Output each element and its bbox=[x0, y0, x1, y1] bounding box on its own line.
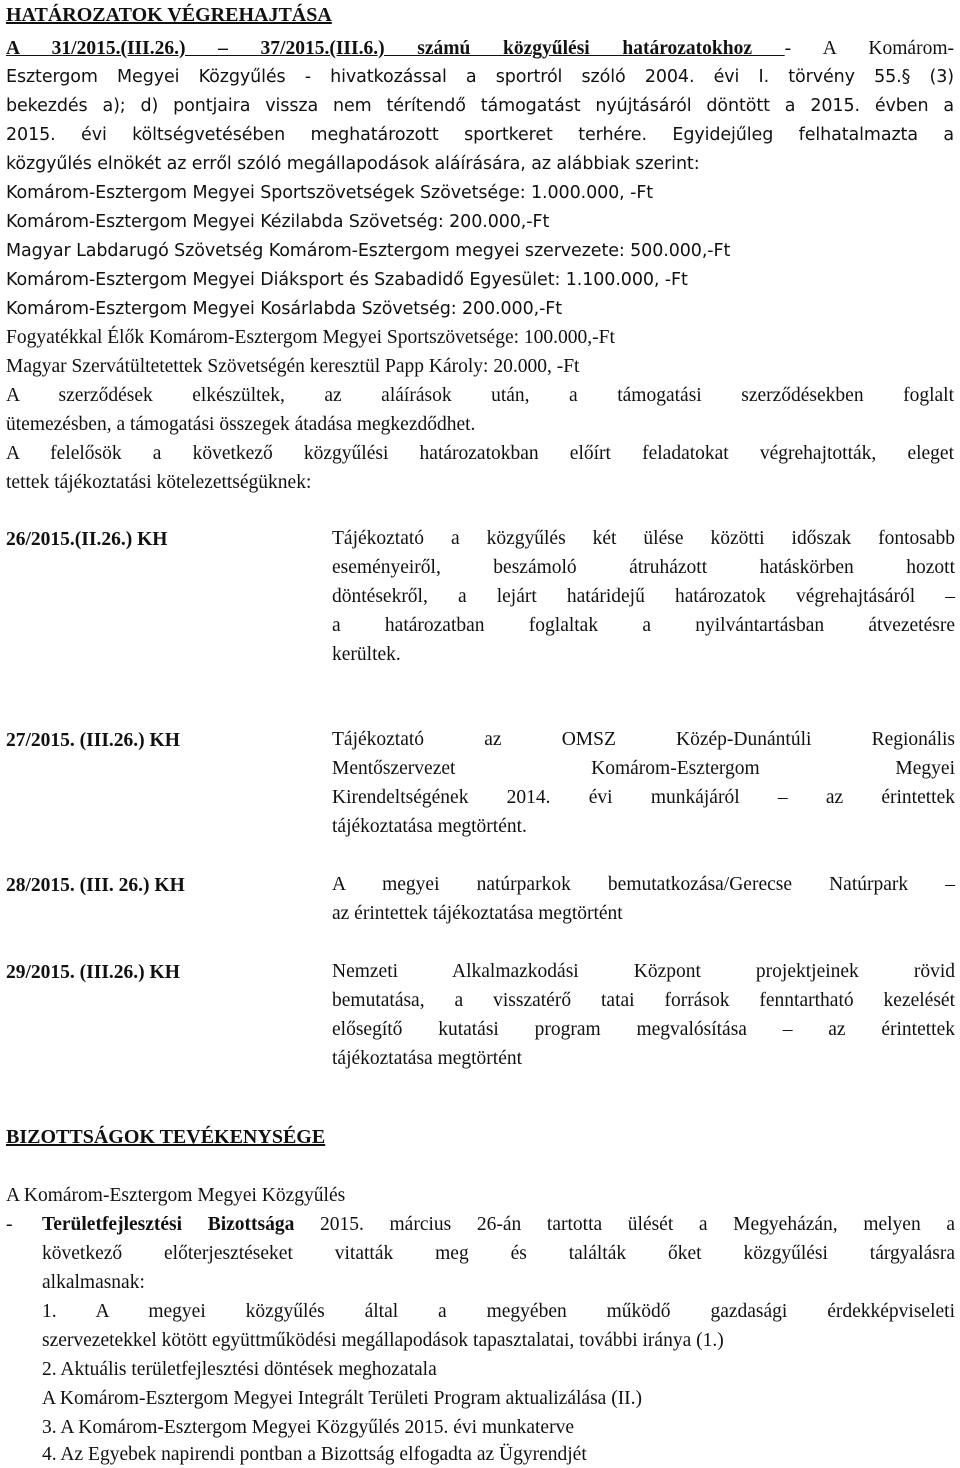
agenda-item: szervezetekkel kötött együttműködési megállapodások tapasztalatai, további iránya (1.) bbox=[42, 1330, 724, 1351]
agenda-item: 1. A megyei közgyűlés által a megyében működő gazdasági érdekképviseleti bbox=[42, 1301, 955, 1322]
contracts-line-2: ütemezésben, a támogatási összegek átadása megkezdődhet. bbox=[6, 414, 476, 435]
contracts-line-1: A szerződések elkészültek, az aláírások után, a támogatási szerződésekben foglalt bbox=[6, 385, 954, 406]
grant-item: Komárom-Esztergom Megyei Kosárlabda Szövetség: 200.000,-Ft bbox=[6, 299, 563, 319]
resolution-line: Nemzeti Alkalmazkodási Központ projektjeinek rövid bbox=[332, 961, 955, 982]
resolution-description bbox=[332, 957, 955, 1073]
resolution-description bbox=[332, 524, 955, 669]
resolution-line: az érintettek tájékoztatása megtörtént bbox=[332, 903, 623, 924]
grant-item: Magyar Szervátültetettek Szövetségén keresztül Papp Károly: 20.000, -Ft bbox=[6, 356, 580, 377]
resolution-line: A megyei natúrparkok bemutatkozása/Gerecse Natúrpark – bbox=[332, 874, 955, 895]
committee-name: Területfejlesztési Bizottsága bbox=[42, 1214, 295, 1235]
resolution-code: 28/2015. (III. 26.) KH bbox=[6, 875, 185, 896]
intro-line-5: közgyűlés elnökét az erről szóló megállapodások aláírására, az alábbiak szerint: bbox=[6, 154, 700, 174]
grant-item: Komárom-Esztergom Megyei Sportszövetségek Szövetsége: 1.000.000, -Ft bbox=[6, 183, 654, 203]
committees-heading: BIZOTTSÁGOK TEVÉKENYSÉGE bbox=[6, 1126, 326, 1148]
committee-line-1-rest: 2015. március 26-án tartotta ülését a Megyeházán, melyen a bbox=[294, 1214, 956, 1235]
agenda-item: 4. Az Egyebek napirendi pontban a Bizottság elfogadta az Ügyrendjét bbox=[42, 1444, 587, 1465]
resolution-code: 26/2015.(II.26.) KH bbox=[6, 529, 168, 550]
resolution-line: kerültek. bbox=[332, 644, 401, 665]
responsible-line-2: tettek tájékoztatási kötelezettségüknek: bbox=[6, 472, 312, 493]
committee-line-2: következő előterjesztéseket vitatták meg és találták őket közgyűlési tárgyalásra bbox=[42, 1243, 955, 1264]
intro-line-3: bekezdés a); d) pontjaira vissza nem térítendő támogatást nyújtásáról döntött a 2015. évben a bbox=[6, 96, 954, 116]
grant-item: Fogyatékkal Élők Komárom-Esztergom Megyei Sportszövetsége: 100.000,-Ft bbox=[6, 327, 615, 348]
resolution-description bbox=[332, 725, 955, 841]
grant-item: Komárom-Esztergom Megyei Diáksport és Szabadidő Egyesület: 1.100.000, -Ft bbox=[6, 270, 688, 290]
resolution-code: 29/2015. (III.26.) KH bbox=[6, 962, 180, 983]
committee-line-1 bbox=[42, 1212, 955, 1238]
intro-line-4: 2015. évi költségvetésében meghatározott sportkeret terhére. Egyidejűleg felhatalmazta a bbox=[6, 125, 954, 145]
resolution-line: eseményeiről, beszámoló átruházott hatáskörben hozott bbox=[332, 557, 955, 578]
resolution-line: Tájékoztató az OMSZ Közép-Dunántúli Regionális bbox=[332, 729, 955, 750]
resolution-code: 27/2015. (III.26.) KH bbox=[6, 730, 180, 751]
committee-line-3: alkalmasnak: bbox=[42, 1272, 145, 1293]
committees-assembly: A Komárom-Esztergom Megyei Közgyűlés bbox=[6, 1185, 346, 1206]
agenda-item: A Komárom-Esztergom Megyei Integrált Területi Program aktualizálása (II.) bbox=[42, 1388, 643, 1409]
resolution-line: Kirendeltségének 2014. évi munkájáról – az érintettek bbox=[332, 787, 955, 808]
intro-resolution-ref: A 31/2015.(III.26.) – 37/2015.(III.6.) számú közgyűlési határozatokhoz bbox=[6, 38, 785, 59]
resolution-line: Mentőszervezet Komárom-Esztergom Megyei bbox=[332, 758, 955, 779]
resolution-line: tájékoztatása megtörtént. bbox=[332, 816, 527, 837]
agenda-item: 2. Aktuális területfejlesztési döntések meghozatala bbox=[42, 1359, 437, 1380]
resolution-line: bemutatása, a visszatérő tatai források fenntartható kezelését bbox=[332, 990, 955, 1011]
resolution-line: tájékoztatása megtörtént bbox=[332, 1048, 523, 1069]
grant-item: Komárom-Esztergom Megyei Kézilabda Szövetség: 200.000,-Ft bbox=[6, 212, 550, 232]
resolution-line: Tájékoztató a közgyűlés két ülése közötti időszak fontosabb bbox=[332, 528, 955, 549]
intro-line-1-rest: - A Komárom- bbox=[784, 38, 954, 59]
page-title: HATÁROZATOK VÉGREHAJTÁSA bbox=[6, 4, 332, 26]
list-dash: - bbox=[6, 1214, 13, 1235]
agenda-item: 3. A Komárom-Esztergom Megyei Közgyűlés 2015. évi munkaterve bbox=[42, 1417, 574, 1438]
resolution-line: döntésekről, a lejárt határidejű határozatok végrehajtásáról – bbox=[332, 586, 955, 607]
resolution-line: a határozatban foglaltak a nyilvántartásban átvezetésre bbox=[332, 615, 955, 636]
resolution-line: elősegítő kutatási program megvalósítása – az érintettek bbox=[332, 1019, 955, 1040]
intro-line-2: Esztergom Megyei Közgyűlés - hivatkozással a sportról szóló 2004. évi I. törvény 55.§ (3) bbox=[6, 67, 954, 87]
resolution-description bbox=[332, 870, 955, 928]
responsible-line-1: A felelősök a következő közgyűlési határozatokban előírt feladatokat végrehajtották, eleget bbox=[6, 443, 954, 464]
grant-item: Magyar Labdarugó Szövetség Komárom-Esztergom megyei szervezete: 500.000,-Ft bbox=[6, 241, 731, 261]
intro-line-1 bbox=[6, 36, 954, 62]
